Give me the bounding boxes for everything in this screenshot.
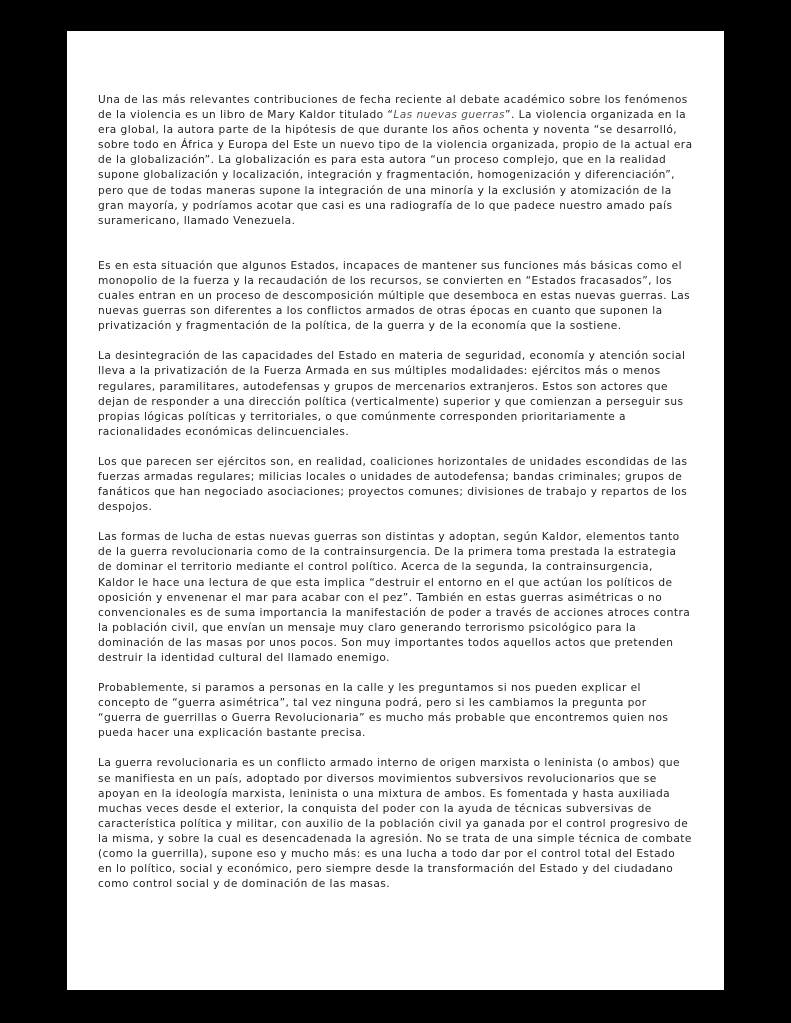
document-page xyxy=(67,31,724,990)
paragraph-4: Los que parecen ser ejércitos son, en realidad, coaliciones horizontales de unidades escondidas de las fuerzas armadas regulares; milicias locales o unidades de autodefensa; bandas criminales; grupos de fanáticos que han negociado asociaciones; proyectos comunes; divisiones de trabajo y repartos de los despojos. xyxy=(98,455,688,514)
paragraph-2: Es en esta situación que algunos Estados, incapaces de mantener sus funciones más básicas como el monopolio de la fuerza y la recaudación de los recursos, se convierten en “Estados fracasados”, los cuales entran en un proceso de descomposición múltiple que desemboca en estas nuevas guerras. Las nuevas guerras son diferentes a los conflictos armados de otras épocas en cuanto que suponen la privatización y fragmentación de la política, de la guerra y de la economía que la sostiene. xyxy=(98,259,691,333)
paragraph-1-intro: Una de las más relevantes contribuciones de fecha reciente al debate académico sobre los fenómenos de la violencia es un libro de Mary Kaldor titulado “ xyxy=(98,94,688,122)
paragraph-1-body: ”. La violencia organizada en la era global, la autora parte de la hipótesis de que durante los años ochenta y noventa “se desarrolló, sobre todo en África y Europa del Este un nuevo tipo de la violencia organizada, propio de la actual era de la globalización”. La globalización es para esta autora “un proceso complejo, que en la realidad supone globalización y localización, integración y fragmentación, homogenización y diferenciación”, pero que de todas maneras supone la integración de una minoría y la exclusión y atomización de la gran mayoría, y podríamos acotar que casi es una radiografía de lo que padece nuestro amado país suramericano, llamado Venezuela. xyxy=(98,109,693,227)
paragraph-3: La desintegración de las capacidades del Estado en materia de seguridad, economía y atención social lleva a la privatización de la Fuerza Armada en sus múltiples modalidades: ejércitos más o menos regulares, paramilitares, autodefensas y grupos de mercenarios extranjeros. Estos son actores que dejan de responder a una dirección política (verticalmente) superior y que comienzan a perseguir sus propias lógicas políticas y territoriales, o que comúnmente corresponden prioritariamente a racionalidades económicas delincuenciales. xyxy=(98,350,686,438)
paragraph-7: La guerra revolucionaria es un conflicto armado interno de origen marxista o leninista (o ambos) que se manifiesta en un país, adoptado por diversos movimientos subversivos revolucionarios que se apoyan en la ideología marxista, leninista o una mixtura de ambos. Es fomentada y hasta auxiliada muchas veces desde el exterior, la conquista del poder con la ayuda de técnicas subversivas de característica política y militar, con auxilio de la población civil ya ganada por el control progresivo de la misma, y sobre la cual es desencadenada la agresión. No se trata de una simple técnica de combate (como la guerrilla), supone eso y mucho más: es una lucha a todo dar por el control total del Estado en lo político, social y económico, pero siempre desde la transformación del Estado y del ciudadano como control social y de dominación de las masas. xyxy=(98,757,692,891)
paragraph-5: Las formas de lucha de estas nuevas guerras son distintas y adoptan, según Kaldor, elementos tanto de la guerra revolucionaria como de la contrainsurgencia. De la primera toma prestada la estrategia de dominar el territorio mediante el control político. Acerca de la segunda, la contrainsurgencia, Kaldor le hace una lectura de que esta implica “destruir el entorno en el que actúan los políticos de oposición y envenenar el mar para acabar con el pez”. También en estas guerras asimétricas o no convencionales es de suma importancia la manifestación de poder a través de acciones atroces contra la población civil, que envían un mensaje muy claro generando terrorismo psicológico para la dominación de las masas por unos pocos. Son muy importantes todos aquellos actos que pretenden destruir la identidad cultural del llamado enemigo. xyxy=(98,531,691,664)
paragraph-6: Probablemente, si paramos a personas en la calle y les preguntamos si nos pueden explicar el concepto de “guerra asimétrica”, tal vez ninguna podrá, pero si les cambiamos la pregunta por “guerra de guerrillas o Guerra Revolucionaria” es mucho más probable que encontremos quien nos pueda hacer una explicación bastante precisa. xyxy=(98,682,669,740)
book-title-reference: Las nuevas guerras xyxy=(393,109,506,122)
paragraph-1 xyxy=(98,93,693,229)
